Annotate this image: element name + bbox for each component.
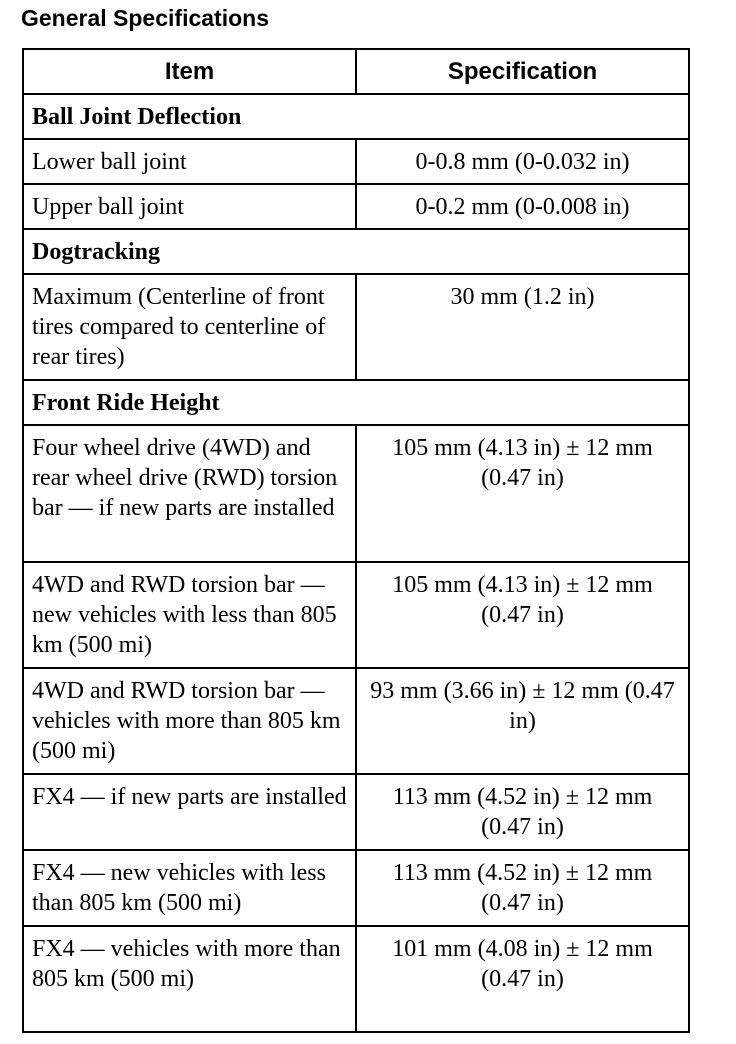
table-row (23, 139, 689, 184)
spec-cell: 0-0.8 mm (0-0.032 in) (356, 139, 689, 184)
table-row (23, 668, 689, 774)
spec-cell: 30 mm (1.2 in) (356, 274, 689, 380)
section-row-front-ride-height (23, 380, 689, 425)
spec-cell: 0-0.2 mm (0-0.008 in) (356, 184, 689, 229)
item-cell: FX4 — vehicles with more than 805 km (500 mi) (23, 926, 356, 1032)
table-row (23, 774, 689, 850)
spec-cell: 105 mm (4.13 in) ± 12 mm (0.47 in) (356, 425, 689, 562)
spec-cell: 101 mm (4.08 in) ± 12 mm (0.47 in) (356, 926, 689, 1032)
item-cell: Maximum (Centerline of front tires compared to centerline of rear tires) (23, 274, 356, 380)
spec-cell: 113 mm (4.52 in) ± 12 mm (0.47 in) (356, 850, 689, 926)
column-header-specification: Specification (356, 49, 689, 94)
spec-cell: 93 mm (3.66 in) ± 12 mm (0.47 in) (356, 668, 689, 774)
section-row-ball-joint-deflection (23, 94, 689, 139)
section-heading: Dogtracking (23, 229, 689, 274)
table-row (23, 184, 689, 229)
page-title: General Specifications (21, 5, 269, 31)
table-row (23, 274, 689, 380)
table-row (23, 425, 689, 562)
item-cell: 4WD and RWD torsion bar — vehicles with more than 805 km (500 mi) (23, 668, 356, 774)
section-heading: Front Ride Height (23, 380, 689, 425)
item-cell: FX4 — new vehicles with less than 805 km (500 mi) (23, 850, 356, 926)
section-row-dogtracking (23, 229, 689, 274)
specifications-table (22, 48, 690, 1033)
item-cell: Four wheel drive (4WD) and rear wheel drive (RWD) torsion bar — if new parts are installed (23, 425, 356, 562)
column-header-item: Item (23, 49, 356, 94)
table-row (23, 926, 689, 1032)
item-cell: 4WD and RWD torsion bar — new vehicles with less than 805 km (500 mi) (23, 562, 356, 668)
table-row (23, 850, 689, 926)
spec-cell: 113 mm (4.52 in) ± 12 mm (0.47 in) (356, 774, 689, 850)
section-heading: Ball Joint Deflection (23, 94, 689, 139)
table-header-row (23, 49, 689, 94)
item-cell: Lower ball joint (23, 139, 356, 184)
item-cell: FX4 — if new parts are installed (23, 774, 356, 850)
item-cell: Upper ball joint (23, 184, 356, 229)
spec-cell: 105 mm (4.13 in) ± 12 mm (0.47 in) (356, 562, 689, 668)
table-row (23, 562, 689, 668)
